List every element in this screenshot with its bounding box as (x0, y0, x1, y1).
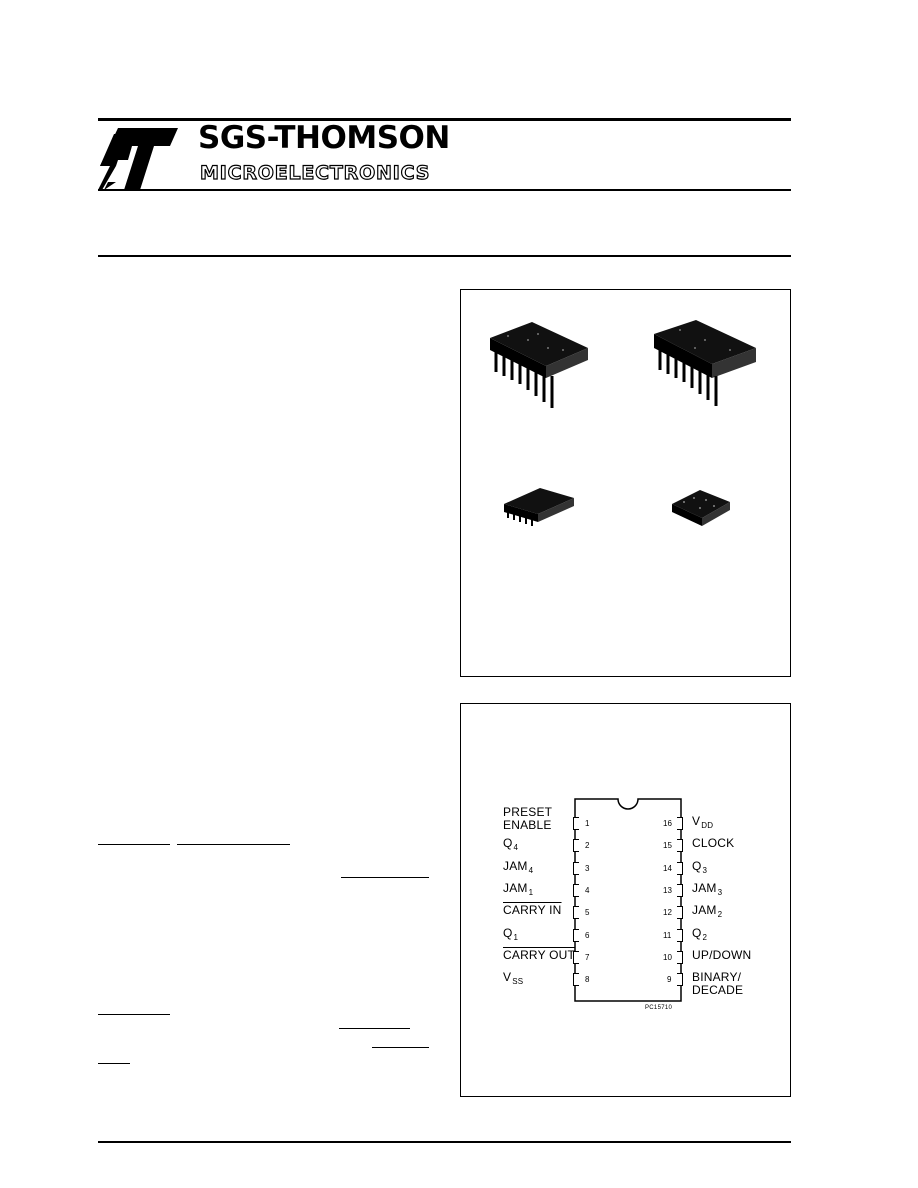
pin-number: 2 (585, 841, 590, 851)
pin-number: 14 (663, 863, 672, 873)
pin-stub (573, 884, 579, 897)
pin-label-line2: DECADE (692, 983, 744, 998)
pin-number: 16 (663, 819, 672, 828)
pin-number: 3 (585, 863, 590, 873)
brand-subtitle: MICROELECTRONICS (200, 162, 431, 184)
pin-stub (573, 839, 579, 852)
pin-stub (677, 884, 683, 897)
pin-label-text: PRESET (503, 805, 553, 819)
pin-number: 8 (585, 975, 590, 985)
pin-stub (573, 929, 579, 942)
so-package-icon (500, 484, 576, 528)
pin-label-text: Q (692, 925, 702, 940)
pin-number: 11 (663, 930, 672, 940)
left-overline-2 (341, 877, 429, 878)
pin-stub (677, 973, 683, 986)
pin-label (503, 949, 575, 962)
pin-number: 7 (585, 952, 590, 962)
pin-label (503, 927, 518, 941)
pin-label (503, 971, 523, 985)
pin-stub (677, 951, 683, 964)
pin-number: 12 (663, 908, 672, 918)
pin-label-text: UP/DOWN (692, 947, 752, 962)
pin-label-text: V (503, 970, 512, 985)
st-logo-icon (98, 126, 178, 192)
pin-label-subscript: 4 (513, 843, 519, 853)
pin-stub (677, 839, 683, 852)
brand-name: SGS-THOMSON (198, 120, 450, 156)
pin-label-text: JAM (503, 880, 528, 895)
pin-label-text: CARRY IN (503, 903, 562, 918)
left-overline-5b (98, 1063, 130, 1064)
pin-label-text: CLOCK (692, 836, 735, 851)
plcc-package-icon (670, 488, 732, 530)
pin-stub (573, 862, 579, 875)
pin-label-subscript: 2 (717, 910, 723, 920)
pin-label-subscript: DD (701, 821, 714, 830)
pin-label-subscript: SS (512, 977, 524, 987)
pin-number: 13 (663, 885, 672, 895)
footer-rule (98, 1141, 791, 1143)
dip-plastic-package-icon (488, 320, 590, 412)
pin-label (692, 882, 722, 896)
pin-number: 10 (663, 952, 672, 962)
pin-label-text: CARRY OUT (503, 947, 576, 962)
left-overline-5a (372, 1047, 429, 1048)
pin-label-text: JAM (692, 880, 717, 895)
dip-ceramic-package-icon (650, 318, 760, 410)
left-overline-3 (98, 1014, 170, 1015)
pin-label-text: JAM (692, 903, 717, 918)
pin-label-text: Q (692, 858, 702, 873)
pin-number: 6 (585, 930, 590, 940)
title-separator-rule (98, 255, 791, 257)
pin-stub (677, 906, 683, 919)
pin-label (692, 949, 751, 962)
pin-stub (677, 862, 683, 875)
pin-stub (573, 906, 579, 919)
left-overline-1a (98, 844, 170, 845)
pin-stub (573, 973, 579, 986)
pin-label (503, 882, 533, 896)
pin-label-subscript: 1 (528, 887, 534, 897)
pin-number: 9 (667, 975, 672, 985)
pin-label (692, 837, 734, 850)
pin-number: 4 (585, 885, 590, 895)
pin-label-subscript: 4 (528, 865, 534, 875)
header-bottom-rule (98, 189, 791, 191)
pin-label (503, 904, 562, 917)
pin-stub (573, 817, 579, 830)
pin-label (503, 806, 552, 832)
pin-number: 5 (585, 908, 590, 918)
pin-label-text: Q (503, 925, 513, 940)
left-overline-4 (339, 1028, 410, 1029)
pin-number: 1 (585, 819, 590, 828)
pin-label-subscript: 3 (702, 865, 708, 875)
figure-code: PC15710 (645, 1005, 673, 1011)
pin-label-text: JAM (503, 858, 528, 873)
pin-stub (677, 817, 683, 830)
pin-label-line2: ENABLE (503, 818, 552, 832)
pin-label (692, 860, 707, 874)
pin-label-subscript: 2 (702, 932, 708, 942)
pin-number: 15 (663, 841, 672, 851)
pin-label (692, 815, 713, 829)
pin-label (692, 927, 707, 941)
pin-label (692, 904, 722, 918)
ic-body-outline (574, 798, 682, 1002)
left-overline-1b (177, 844, 290, 845)
pin-label-text: Q (503, 836, 513, 851)
pin-label-text: V (692, 814, 701, 828)
pin-label (692, 971, 743, 997)
pin-label-subscript: 3 (717, 887, 723, 897)
pin-label-subscript: 1 (513, 932, 519, 942)
pin-label (503, 860, 533, 874)
pin-stub (677, 929, 683, 942)
pin-label-text: BINARY/ (692, 970, 742, 985)
pin-label (503, 837, 518, 851)
